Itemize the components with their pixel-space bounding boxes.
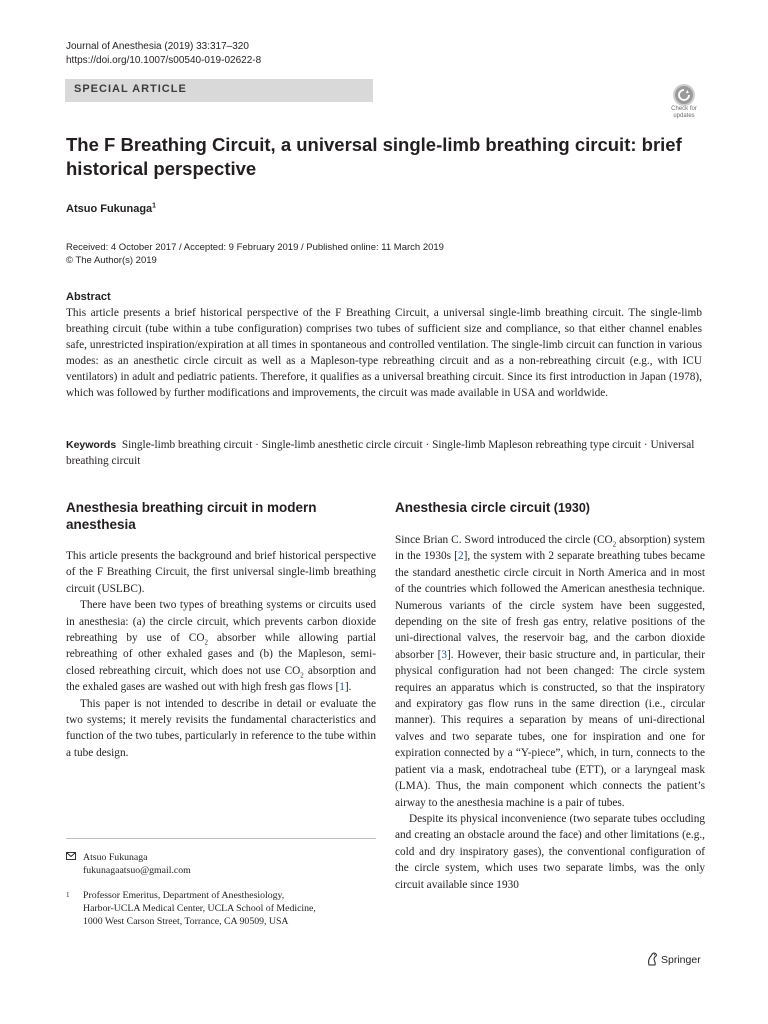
keywords-label: Keywords (66, 439, 117, 451)
corresponding-author (66, 851, 191, 877)
paragraph: Despite its physical inconvenience (two separate tubes occluding and creating an obstacle around the face) and other limitations (e.g., cold and dry inspiratory gases), the conventional configuration of the circle system, which uses two separate limbs, was the only circuit available since 1930 (395, 812, 705, 891)
reference-link[interactable]: 2 (458, 550, 464, 563)
check-for-updates-badge[interactable] (663, 84, 705, 124)
footnote-divider (66, 838, 376, 839)
paragraph: This paper is not intended to describe in detail or evaluate the two systems; it merely revisits the fundamental characteristics and function of the two tubes, particularly in reference to the tube within a tube design. (66, 697, 376, 759)
affiliation-line: Professor Emeritus, Department of Anesthesiology, (83, 890, 285, 901)
check-for-updates-icon (673, 84, 695, 106)
paragraph: There have been two types of breathing systems or circuits used in anesthesia: (a) the circle circuit, which prevents carbon dioxide rebreathing by use of $CO_2$ absorber while allowing partial rebreathing of other exhaled gases and (b) the Mapleson, semi-closed rebreathing circuit, which does not use $CO_2$ absorption and the exhaled gases are washed out with high fresh gas flows [1]. (66, 599, 376, 694)
publisher-logo (646, 952, 701, 966)
author-affiliation-marker[interactable]: 1 (152, 202, 157, 210)
reference-link[interactable]: 3 (441, 648, 448, 661)
paragraph: This article presents the background and brief historical perspective of the F Breathing Circuit, the first universal single-limb breathing circuit (USLBC). (66, 550, 376, 595)
publisher-name: Springer (661, 954, 701, 966)
contact-name: Atsuo Fukunaga (83, 852, 148, 863)
abstract-text: This article presents a brief historical perspective of the F Breathing Circuit, a universal single-limb breathing circuit. The single-limb breathing circuit (tube within a tube configuration) comprises two tubes of sufficient size and compliance, so that either channel enables safe, unrestricted inspiration/expiration at all times in spontaneous and controlled ventilation. The single-limb circuit can function in various modes: as an anesthetic circle circuit as well as a Mapleson-type rebreathing circuit and as a non-rebreathing circuit (e.g., with ICU ventilators) in adult and pediatric patients. Therefore, it qualifies as a universal breathing circuit. Since its first introduction in Japan (1978), which was followed by further modifications and improvements, the circuit was made available in USA and worldwide. (66, 307, 702, 399)
section-label-bar (65, 79, 373, 102)
affiliation-line: Harbor-UCLA Medical Center, UCLA School of Medicine, (83, 903, 316, 914)
journal-citation: Journal of Anesthesia (2019) 33:317–320 (66, 41, 249, 52)
affiliation-footnote (66, 889, 316, 928)
publication-dates (66, 241, 444, 267)
springer-horse-icon (646, 954, 661, 966)
paragraph: Since Brian C. Sword introduced the circle ($CO_2$ absorption) system in the 1930s [2], the system with 2 separate breathing tubes became the standard anesthetic circle circuit in North America and in most of the countries which followed the American anesthesia technique. Numerous variants of the circle system have been suggested, depending on the site of fresh gas entry, relative positions of the uni-directional valves, the reservoir bag, and the carbon dioxide absorber [3]. However, their basic structure and, in particular, their physical configuration had not been changed: The circle system requires an apparatus which is constructed, so that the inspiratory and expiratory gas flow runs in the same direction (i.e., circular manner). This requires a separation by means of uni-directional valves and two separate tubes, one for inspiration and one for expiration connected by a “Y-piece”, which, in turn, connects to the patient via a mask, endotracheal tube (ETT), or a laryngeal mask (LMA). Thus, the main component which connects the patient’s airway to the anesthesia machine is a pair of tubes. (395, 534, 705, 809)
affiliation-number: 1 (66, 891, 70, 899)
envelope-icon (66, 851, 77, 864)
right-section-heading: Anesthesia circle circuit (1930) (395, 500, 590, 515)
section-label: SPECIAL ARTICLE (74, 83, 187, 95)
author-line (66, 203, 156, 215)
author-name: Atsuo Fukunaga (66, 203, 153, 215)
copyright: © The Author(s) 2019 (66, 255, 157, 266)
doi-link[interactable]: https://doi.org/10.1007/s00540-019-02622-8 (66, 55, 262, 66)
left-section-heading: Anesthesia breathing circuit in modern anesthesia (66, 500, 317, 532)
history-dates: Received: 4 October 2017 / Accepted: 9 February 2019 / Published online: 11 March 2019 (66, 242, 444, 253)
left-column-body (66, 548, 376, 761)
reference-link[interactable]: 1 (339, 681, 345, 694)
article-title: The F Breathing Circuit, a universal single-limb breathing circuit: brief historical perspective (66, 134, 682, 179)
check-for-updates-label: Check for updates (671, 106, 697, 119)
keywords-text: Single-limb breathing circuit · Single-limb anesthetic circle circuit · Single-limb Mapleson rebreathing type circuit · Universal breathing circuit (66, 439, 695, 467)
abstract-heading: Abstract (66, 291, 111, 303)
contact-email[interactable]: fukunagaatsuo@gmail.com (83, 865, 191, 876)
right-column-body (395, 532, 705, 893)
affiliation-line: 1000 West Carson Street, Torrance, CA 90509, USA (83, 916, 289, 927)
keywords-block (66, 437, 702, 469)
